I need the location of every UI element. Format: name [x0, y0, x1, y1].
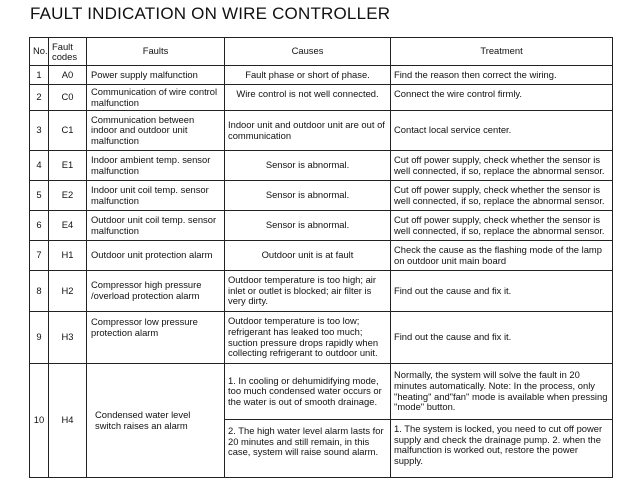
- row-code: E2: [49, 181, 87, 211]
- row-code: C1: [49, 111, 87, 151]
- table-row: [30, 241, 613, 271]
- row-no: 4: [30, 151, 49, 181]
- row-code: A0: [49, 66, 87, 85]
- row-code: H2: [49, 271, 87, 312]
- row-no: 3: [30, 111, 49, 151]
- table-row: [30, 85, 613, 111]
- row-fault: Outdoor unit coil temp. sensor malfunction: [87, 211, 225, 241]
- row-no: 8: [30, 271, 49, 312]
- row-no: 7: [30, 241, 49, 271]
- row-treatment: Find out the cause and fix it.: [391, 312, 613, 364]
- row-treatment: Connect the wire control firmly.: [391, 85, 613, 111]
- row-cause: Indoor unit and outdoor unit are out of communication: [225, 111, 391, 151]
- row-treatment-a: Normally, the system will solve the fault in 20 minutes automatically. Note: In the process, only "heating" and"fan" mode is available when pressing "mode" button.: [391, 364, 613, 420]
- row-code: H1: [49, 241, 87, 271]
- row-no: 6: [30, 211, 49, 241]
- row-no: 1: [30, 66, 49, 85]
- row-treatment: Contact local service center.: [391, 111, 613, 151]
- header-code-line1: Fault: [52, 40, 73, 52]
- page-title: FAULT INDICATION ON WIRE CONTROLLER: [30, 4, 391, 23]
- row-no: 10: [30, 364, 49, 478]
- row-cause: Outdoor temperature is too high; air inlet or outlet is blocked; air filter is very dirty.: [225, 271, 391, 312]
- row-fault: Compressor high pressure /overload protection alarm: [87, 271, 225, 312]
- header-faults: Faults: [87, 38, 225, 66]
- row-cause: Sensor is abnormal.: [225, 151, 391, 181]
- row-cause: Sensor is abnormal.: [225, 181, 391, 211]
- table-row: [30, 211, 613, 241]
- row-cause: Wire control is not well connected.: [225, 85, 391, 111]
- row-no: 5: [30, 181, 49, 211]
- row-cause: Sensor is abnormal.: [225, 211, 391, 241]
- row-code: H3: [49, 312, 87, 364]
- row-cause: Outdoor temperature is too low; refrigerant has leaked too much; suction pressure drops rapidly when collecting refrigerant to outdoor unit.: [225, 312, 391, 364]
- row-treatment-b: 1. The system is locked, you need to cut off power supply and check the drainage pump. 2. when the malfunction is worked out, restore the power supply.: [391, 420, 613, 478]
- header-code-line2: codes: [52, 50, 78, 62]
- row-fault: Indoor ambient temp. sensor malfunction: [87, 151, 225, 181]
- row-code: H4: [49, 364, 87, 478]
- row-fault: Compressor low pressure protection alarm: [87, 312, 225, 364]
- row-treatment: Find out the cause and fix it.: [391, 271, 613, 312]
- row-cause-a: 1. In cooling or dehumidifying mode, too much condensed water occurs or the water is out of smooth drainage.: [225, 364, 391, 420]
- row-cause: Outdoor unit is at fault: [225, 241, 391, 271]
- header-treatment: Treatment: [391, 38, 613, 66]
- row-code: E4: [49, 211, 87, 241]
- row-treatment: Cut off power supply, check whether the sensor is well connected, if so, replace the abnormal sensor.: [391, 211, 613, 241]
- row-fault: Power supply malfunction: [87, 66, 225, 85]
- table-row: [30, 271, 613, 312]
- row-cause: Fault phase or short of phase.: [225, 66, 391, 85]
- table-row: [30, 66, 613, 85]
- table-row: [30, 181, 613, 211]
- table-header-row: [30, 38, 613, 66]
- row-fault: Condensed water level switch raises an alarm: [87, 364, 225, 478]
- row-treatment: Check the cause as the flashing mode of the lamp on outdoor unit main board: [391, 241, 613, 271]
- table-row: [30, 364, 613, 420]
- table-row: [30, 312, 613, 364]
- fault-table: [29, 37, 613, 478]
- row-no: 2: [30, 85, 49, 111]
- row-code: C0: [49, 85, 87, 111]
- row-treatment: Cut off power supply, check whether the sensor is well connected, if so, replace the abnormal sensor.: [391, 151, 613, 181]
- header-causes: Causes: [225, 38, 391, 66]
- row-fault: Outdoor unit protection alarm: [87, 241, 225, 271]
- header-fault-codes: [49, 38, 87, 66]
- row-treatment: Cut off power supply, check whether the sensor is well connected, if so, replace the abnormal sensor.: [391, 181, 613, 211]
- table-row: [30, 111, 613, 151]
- row-treatment: Find the reason then correct the wiring.: [391, 66, 613, 85]
- row-fault: Indoor unit coil temp. sensor malfunction: [87, 181, 225, 211]
- row-fault: Communication between indoor and outdoor unit malfunction: [87, 111, 225, 151]
- header-no: No.: [30, 38, 49, 66]
- table-row: [30, 151, 613, 181]
- row-no: 9: [30, 312, 49, 364]
- row-cause-b: 2. The high water level alarm lasts for 20 minutes and still remain, in this case, system will raise sound alarm.: [225, 420, 391, 478]
- row-fault: Communication of wire control malfunction: [87, 85, 225, 111]
- row-code: E1: [49, 151, 87, 181]
